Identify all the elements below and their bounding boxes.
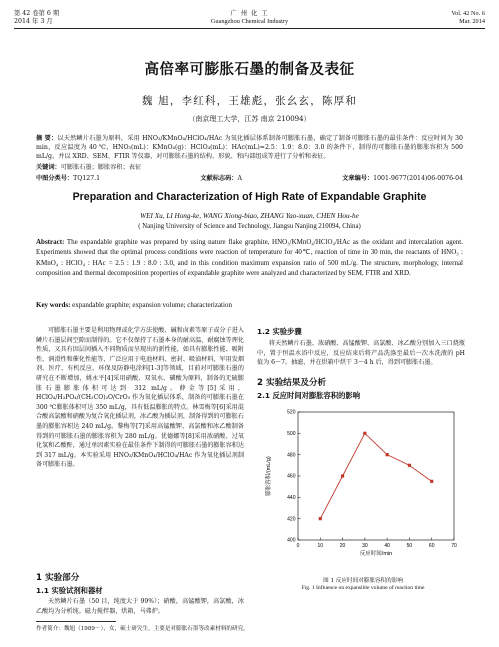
date-en: Mar. 2014: [459, 18, 485, 25]
keywords-en-label: Key words:: [36, 301, 71, 309]
section-1-1-text: 天然鳞片石墨（50 目，纯度大于 99%）；硝酸，高锰酸钾，高氯酸，冰乙酸均为分析纯。磁力搅拌器，烘箱，马弗炉。: [36, 598, 244, 615]
x-tick-label: 30: [362, 543, 368, 549]
section-1-2-text: 将天然鳞片石墨、浓硝酸、高锰酸钾、高氯酸、冰乙酸分别加入三口烧瓶中，置于恒温水浴中反应，反应结束后将产品洗涤至最后一次水洗液的 pH 值为 6～7。抽滤，并在烘箱中烘干 3～4 h 后，得到可膨胀石墨。: [257, 340, 465, 367]
date-cn: 2014 年 3 月: [14, 18, 53, 25]
clc-number: 中图分类号：TQ127.1: [36, 175, 101, 182]
y-tick-label: 480: [287, 452, 296, 459]
abstract-en-label: Abstract:: [36, 238, 65, 246]
y-tick-label: 520: [287, 409, 296, 416]
y-tick-label: 460: [287, 473, 296, 480]
data-point: [408, 464, 411, 467]
reaction-time-chart: [258, 404, 468, 566]
volume-cn: 第 42 卷第 6 期: [14, 10, 60, 17]
data-point: [319, 517, 322, 520]
abstract-en-text: The expandable graphite was prepared by using nature flake graphite, HNO₃/KMnO₄/HClO₄/HAc as the oxidant and intercalation agent. Experiments showed that the optimal process conditions were reaction of temperature for 40℃, reaction of time in 30 min, the reactants of HNO₃ : KMnO₄ : HClO₄ : HAc = 2.5 : 1.9 : 8.0 : 3.0, and in this condition maximum expansion ratio of 500 mL/g. The structure, morphology, internal composition and thermal decomposition properties of expandable graphite were analyzed and characterized by SEM, FTIR and XRD.: [36, 238, 464, 278]
abstract-cn-label: 摘 要：: [36, 135, 58, 142]
authors-en: WEI Xu, LI Hong-ke, WANG Xiong-biao, ZHANG Yao-xuan, CHEN Hou-he: [140, 212, 359, 220]
abstract-en: [36, 237, 463, 279]
x-tick-label: 50: [406, 543, 413, 549]
volume-en: Vol. 42 No. 6: [451, 10, 485, 17]
keywords-cn-label: 关键词：: [36, 164, 61, 171]
figure-caption-cn: 图 1 反应时间对膨胀容积的影响: [323, 578, 403, 584]
intro-paragraph: 可膨胀石墨主要是利用物理或化学方法使酸、碱和卤素等原子或分子进入鳞片石墨层间空隙而制得的。它不仅保持了石墨本身的耐高温、耐腐蚀等理化性质，又具有因层间插入不同物质而呈现出的新性能，如具有膨胀性能、吸附性、润滑性和催化性能等，广泛应用于电池材料、密封、吸油材料、军用发烟剂、医疗、有机反应、环保及防静电涂料[1-3]等领域，目前对可膨胀石墨的研究在不断增加，姚永平[4]采用硝酸、双氧水、磷酸为原料，制备的无硫膨胀石墨膨胀体积可达到 312 mL/g。薛金等[5]采用，HClO₄/H₃PO₄/(CH₃CO)₂O/CrO₃ 作为氧化插层体系，制备的可膨胀石墨在 300 ℃膨胀体积可达 350 mL/g，具有低温膨胀的特点。林雪梅等[6]采用混合酸高氯酸和硝酸为复合氧化插层剂，冰乙酸为插层剂，制备得到的可膨胀石墨的膨胀容积达 240 mL/g。黎梅等[7]采用高锰酸钾、高氯酸和冰乙酸制备得到的可膨胀石墨的膨胀容积为 280 mL/g。优德娜等[8]采用浓硝酸、过氧化氢和乙酸酐，通过单因素实验在最佳条件下制得的可膨胀石墨的膨胀容积达到 317 mL/g。本实验采用 HNO₃/KMnO₄/HClO₄/HAc 作为氧化插层剂制备可膨胀石墨。: [36, 327, 244, 469]
abstract-cn-text: 以天然鳞片石墨为原料，采用 HNO₃/KMnO₄/HClO₄/HAc 为氧化插层体系制备可膨胀石墨，确定了制备可膨胀石墨的最佳条件：反应时间为 30 min，反应温度为 40 ℃，HNO₃(mL)：KMnO₄(g)：HClO₄(mL)：HAc(mL)=2.5：1.9：8.0：3.0 的条件下，制得的可膨胀石墨的膨胀容积为 500 mL/g。并以 XRD、SEM、FTIR 等仪器，对可膨胀石墨的结构、形貌、和内部组成等进行了分析和表征。: [36, 135, 463, 161]
section-1-1-heading: 1.1 实验试剂和器材: [36, 586, 103, 595]
figure-caption-en: Fig. 1 Influence on expansible volume of reaction time: [301, 585, 425, 591]
header-rule: [14, 28, 485, 29]
abstract-cn: [36, 134, 463, 161]
article-number: 文章编号：1001-9677(2014)06-0076-04: [342, 175, 463, 182]
x-tick-label: 60: [428, 543, 435, 549]
x-tick-label: 10: [317, 543, 324, 549]
section-2-heading: 2 实验结果及分析: [257, 378, 327, 388]
x-tick-label: 20: [339, 543, 346, 549]
document-code: 文献标志码：A: [200, 175, 242, 182]
paper-title-cn: 高倍率可膨胀石墨的制备及表征: [144, 62, 355, 78]
y-tick-label: 400: [287, 537, 296, 544]
y-tick-label: 440: [287, 495, 296, 502]
x-tick-label: 40: [384, 543, 390, 549]
journal-name-cn: 广 州 化 工: [230, 10, 269, 17]
affiliation-cn: （南京理工大学，江苏 南京 210094）: [188, 115, 311, 123]
classification-line: [36, 174, 463, 183]
y-tick-label: 420: [287, 516, 296, 523]
section-1-heading: 1 实验部分: [36, 573, 80, 583]
chart-x-axis-label: 反应时间/min: [359, 551, 393, 557]
author-footnote: 作者简介：魏旭（1989－），女，硕士研究生，主要是对膨胀石墨等改素材料的研究。: [36, 626, 249, 632]
keywords-cn: [36, 163, 463, 172]
paper-title-en: Preparation and Characterization of High Rate of Expandable Graphite: [72, 191, 427, 203]
section-1-2-heading: 1.2 实验步骤: [257, 327, 302, 336]
expansion-volume-line: [320, 433, 431, 518]
chart-frame: [298, 412, 454, 540]
data-point: [341, 474, 344, 477]
x-tick-label: 0: [296, 543, 300, 549]
affiliation-en: ( Nanjing University of Science and Technology, Jiangsu Nanjing 210094, China): [138, 223, 361, 230]
authors-cn: 魏 旭，李红科，王雄彪，张幺玄，陈厚和: [141, 95, 358, 107]
keywords-en-text: expandable graphite; expansion volume; characterization: [72, 301, 232, 309]
journal-name-en: Guangzhou Chemical Industry: [210, 18, 289, 25]
x-tick-label: 70: [451, 543, 457, 549]
data-point: [386, 453, 389, 456]
section-2-1-heading: 2.1 反应时间对膨胀容积的影响: [257, 391, 361, 400]
data-point: [430, 480, 433, 483]
footnote-rule: [36, 621, 116, 622]
data-point: [363, 432, 366, 435]
keywords-en: [36, 300, 463, 310]
keywords-cn-text: 可膨胀石墨；膨胀容积；表征: [60, 164, 142, 171]
y-tick-label: 500: [287, 431, 296, 438]
chart-y-axis-label: 膨胀容积/(mL/g): [266, 456, 272, 496]
